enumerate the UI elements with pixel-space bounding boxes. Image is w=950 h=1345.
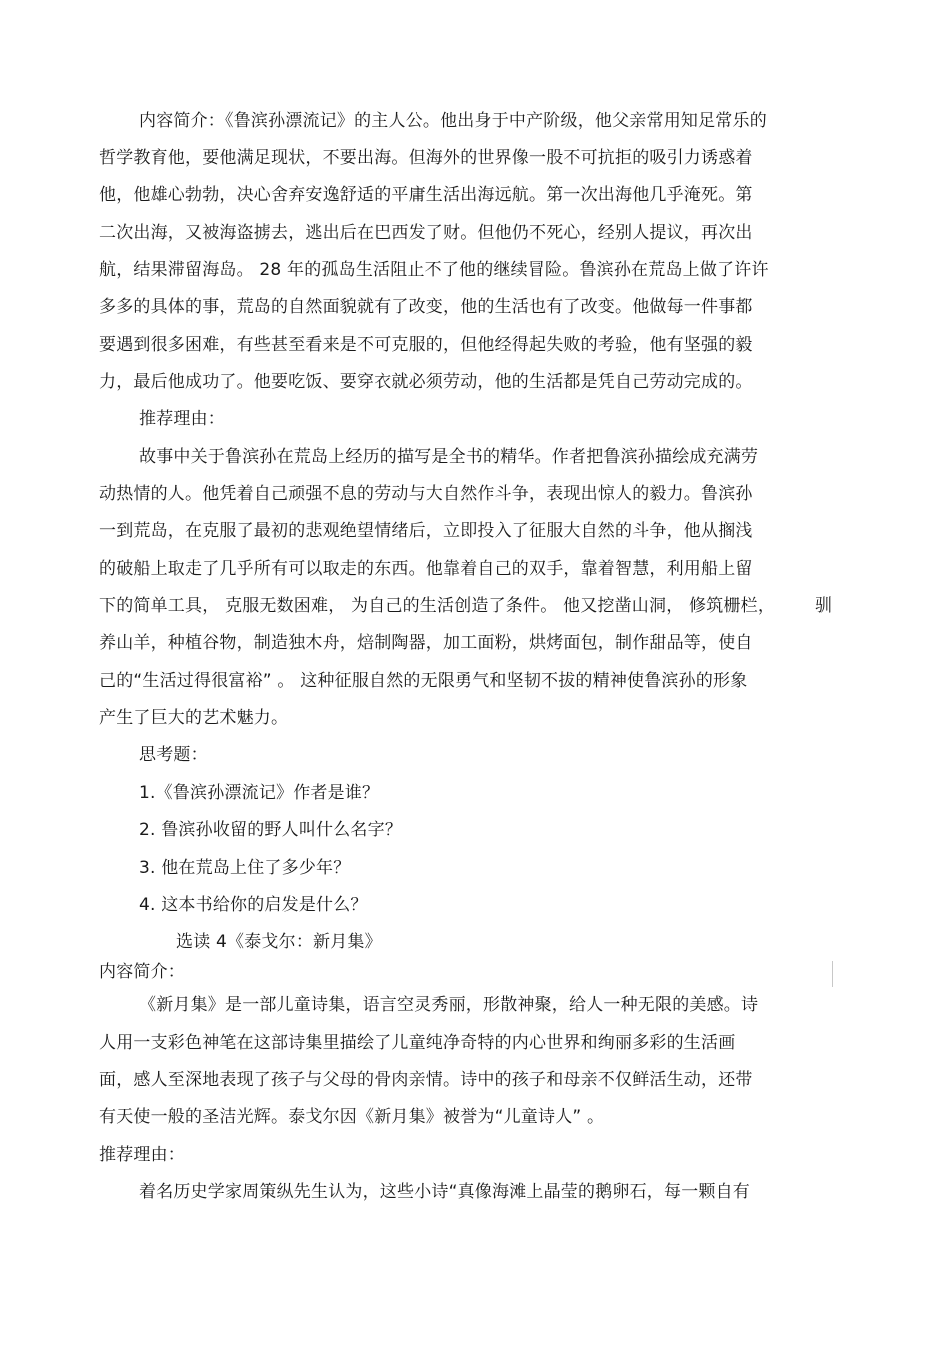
questions-heading: 思考题： — [139, 745, 208, 765]
intro-heading: 内容简介： — [99, 962, 185, 982]
reason-paragraph-line: 动热情的人。他凭着自己顽强不息的劳动与大自然作斗争，表现出惊人的毅力。鲁滨孙 — [99, 484, 753, 504]
intro-paragraph-line: 二次出海，又被海盗掳去，逃出后在巴西发了财。但他仍不死心，经别人提议，再次出 — [99, 223, 753, 243]
intro-paragraph-line: 力，最后他成功了。他要吃饭、要穿衣就必须劳动，他的生活都是凭自己劳动完成的。 — [99, 372, 753, 392]
question-item: 3. 他在荒岛上住了多少年？ — [139, 858, 351, 878]
intro-paragraph-line: 《新月集》是一部儿童诗集，语言空灵秀丽，形散神聚，给人一种无限的美感。诗 — [139, 995, 759, 1015]
question-item: 4. 这本书给你的启发是什么？ — [139, 895, 368, 915]
question-item: 1.《鲁滨孙漂流记》作者是谁？ — [139, 783, 380, 803]
intro-paragraph-line: 哲学教育他，要他满足现状，不要出海。但海外的世界像一股不可抗拒的吸引力诱惑着 — [99, 148, 753, 168]
reason-paragraph-line: 着名历史学家周策纵先生认为，这些小诗“真像海滩上晶莹的鹅卵石，每一颗自有 — [139, 1182, 751, 1202]
reason-paragraph-line: 的破船上取走了几乎所有可以取走的东西。他靠着自己的双手，靠着智慧，利用船上留 — [99, 559, 753, 579]
intro-paragraph-line: 内容简介：《鲁滨孙漂流记》的主人公。他出身于中产阶级，他父亲常用知足常乐的 — [139, 111, 767, 131]
intro-paragraph-line: 要遇到很多困难，有些甚至看来是不可克服的，但他经得起失败的考验，他有坚强的毅 — [99, 335, 753, 355]
reason-paragraph-line: 产生了巨大的艺术魅力。 — [99, 708, 289, 728]
margin-mark — [832, 961, 833, 987]
reason-paragraph-line: 养山羊，种植谷物，制造独木舟，焙制陶器，加工面粉，烘烤面包，制作甜品等，使自 — [99, 633, 753, 653]
question-item: 2. 鲁滨孙收留的野人叫什么名字？ — [139, 820, 403, 840]
reason-paragraph-line: 己的“生活过得很富裕” 。 这种征服自然的无限勇气和坚韧不拔的精神使鲁滨孙的形象 — [99, 671, 748, 691]
section-title: 选读 4《泰戈尔：新月集》 — [176, 932, 382, 952]
reason-paragraph-line: 下的简单工具， 克服无数困难， 为自己的生活创造了条件。 他又挖凿山洞， 修筑栅栏， — [99, 596, 776, 616]
reason-paragraph-line: 一到荒岛，在克服了最初的悲观绝望情绪后，立即投入了征服大自然的斗争，他从搁浅 — [99, 521, 753, 541]
intro-paragraph-line: 多多的具体的事，荒岛的自然面貌就有了改变，他的生活也有了改变。他做每一件事都 — [99, 297, 753, 317]
intro-paragraph-line: 面，感人至深地表现了孩子与父母的骨肉亲情。诗中的孩子和母亲不仅鲜活生动，还带 — [99, 1070, 753, 1090]
overflow-char: 驯 — [815, 596, 833, 616]
intro-paragraph-line: 航，结果滞留海岛。 28 年的孤岛生活阻止不了他的继续冒险。鲁滨孙在荒岛上做了许许 — [99, 260, 769, 280]
reason-heading: 推荐理由： — [139, 409, 225, 429]
intro-paragraph-line: 他，他雄心勃勃，决心舍弃安逸舒适的平庸生活出海远航。第一次出海他几乎淹死。第 — [99, 185, 753, 205]
intro-paragraph-line: 有天使一般的圣洁光辉。泰戈尔因《新月集》被誉为“儿童诗人” 。 — [99, 1107, 605, 1127]
intro-paragraph-line: 人用一支彩色神笔在这部诗集里描绘了儿童纯净奇特的内心世界和绚丽多彩的生活画 — [99, 1033, 736, 1053]
reason-paragraph-line: 故事中关于鲁滨孙在荒岛上经历的描写是全书的精华。作者把鲁滨孙描绘成充满劳 — [139, 447, 759, 467]
reason-heading: 推荐理由： — [99, 1145, 185, 1165]
